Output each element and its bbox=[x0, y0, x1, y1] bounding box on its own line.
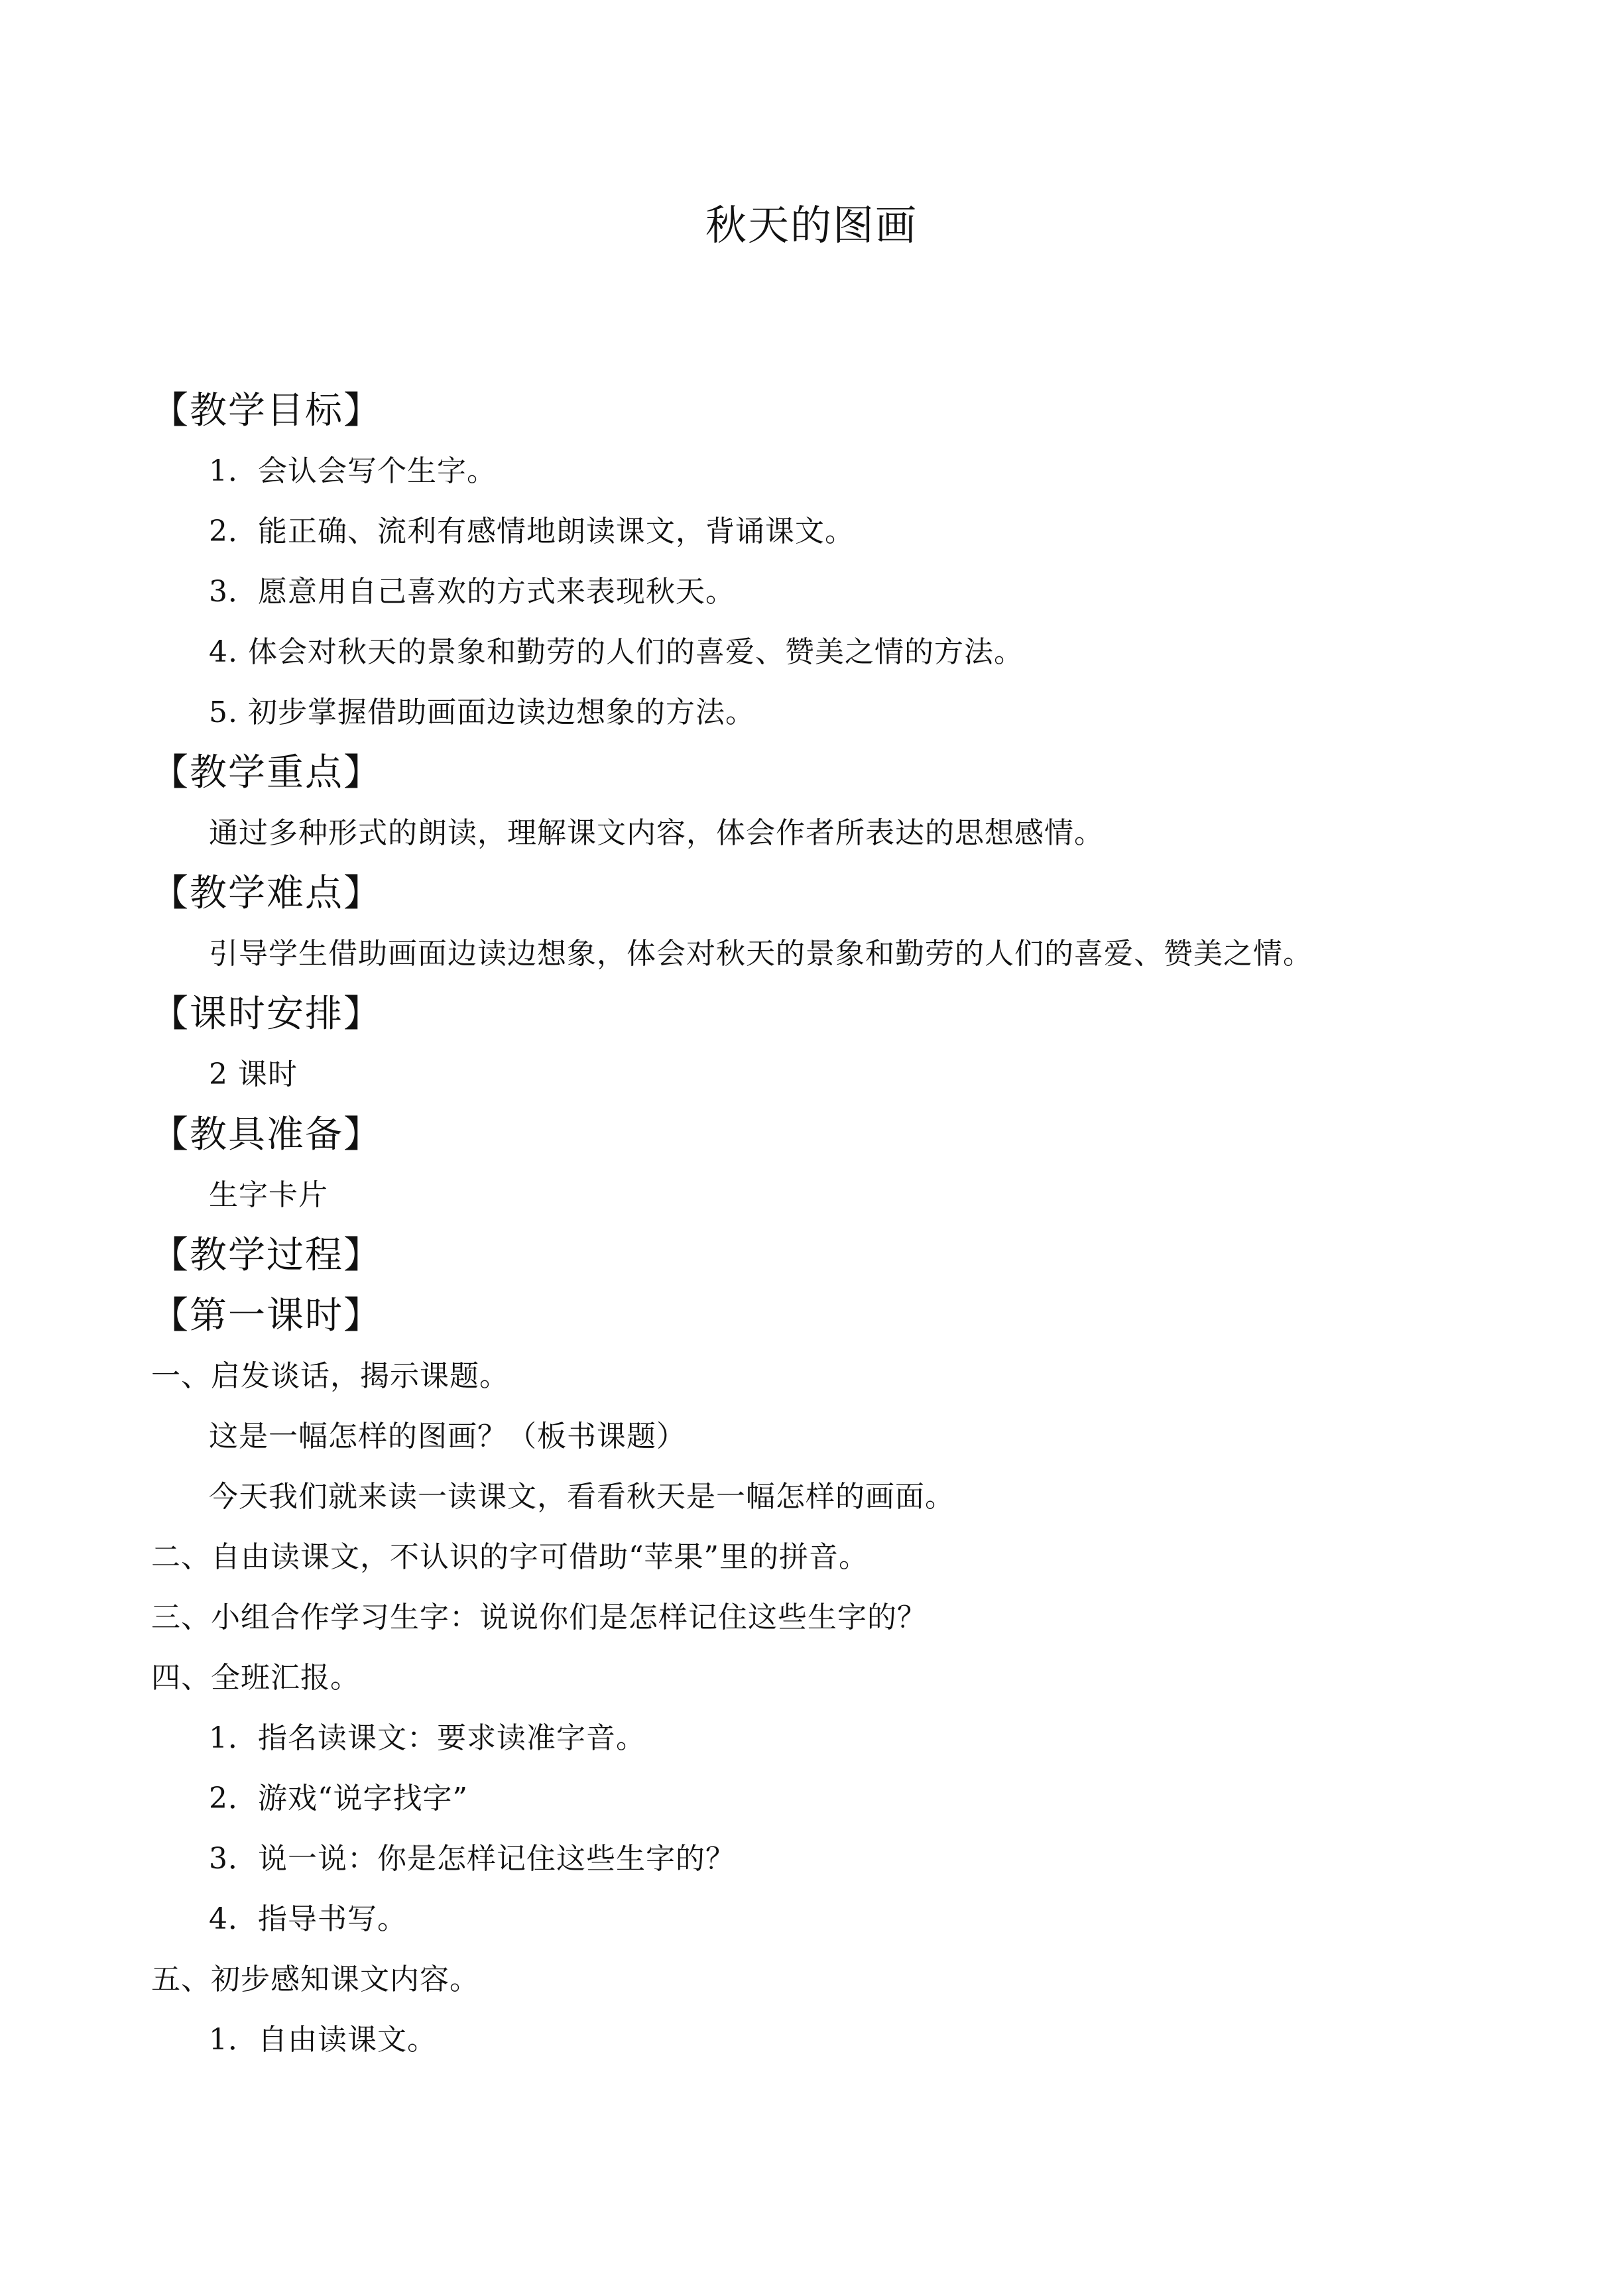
paragraph-text: 这是一幅怎样的图画？（板书课题） bbox=[209, 1420, 686, 1453]
list-item: 1．指名读课文：要求读准字音。 bbox=[209, 1721, 646, 1755]
section-heading-key-points: 【教学重点】 bbox=[151, 751, 382, 794]
section-heading-first-lesson: 【第一课时】 bbox=[151, 1294, 382, 1337]
paragraph-text: 引导学生借助画面边读边想象，体会对秋天的景象和勤劳的人们的喜爱、赞美之情。 bbox=[209, 937, 1313, 971]
objective-item: 4. 体会对秋天的景象和勤劳的人们的喜爱、赞美之情的方法。 bbox=[209, 635, 1024, 669]
section-heading-schedule: 【课时安排】 bbox=[151, 993, 382, 1036]
document-title: 秋天的图画 bbox=[705, 201, 918, 249]
objective-item: 5. 初步掌握借助画面边读边想象的方法。 bbox=[209, 695, 755, 729]
list-item: 1．自由读课文。 bbox=[209, 2023, 437, 2057]
paragraph-text: 通过多种形式的朗读，理解课文内容，体会作者所表达的思想感情。 bbox=[209, 816, 1104, 850]
step-heading: 五、初步感知课文内容。 bbox=[151, 1963, 479, 1996]
list-item: 3．说一说：你是怎样记住这些生字的？ bbox=[209, 1842, 735, 1876]
paragraph-text: 生字卡片 bbox=[209, 1178, 328, 1212]
paragraph-text: 2 课时 bbox=[209, 1057, 298, 1091]
paragraph-text: 今天我们就来读一读课文，看看秋天是一幅怎样的画面。 bbox=[209, 1480, 955, 1514]
step-heading: 一、启发谈话，揭示课题。 bbox=[151, 1359, 509, 1393]
step-heading: 三、小组合作学习生字：说说你们是怎样记住这些生字的？ bbox=[151, 1601, 927, 1634]
objective-item: 1．会认会写个生字。 bbox=[209, 454, 497, 488]
document-body bbox=[151, 381, 1490, 2070]
section-heading-objectives: 【教学目标】 bbox=[151, 389, 382, 432]
list-item: 4．指导书写。 bbox=[209, 1902, 407, 1936]
objective-item: 2．能正确、流利有感情地朗读课文，背诵课文。 bbox=[209, 514, 855, 548]
section-heading-materials: 【教具准备】 bbox=[151, 1113, 382, 1156]
step-heading: 二、自由读课文，不认识的字可借助“苹果”里的拼音。 bbox=[151, 1540, 869, 1574]
list-item: 2．游戏“说字找字” bbox=[209, 1782, 468, 1815]
section-heading-difficulties: 【教学难点】 bbox=[151, 872, 382, 915]
step-heading: 四、全班汇报。 bbox=[151, 1661, 360, 1695]
section-heading-process: 【教学过程】 bbox=[151, 1234, 382, 1277]
objective-item: 3．愿意用自己喜欢的方式来表现秋天。 bbox=[209, 575, 735, 609]
